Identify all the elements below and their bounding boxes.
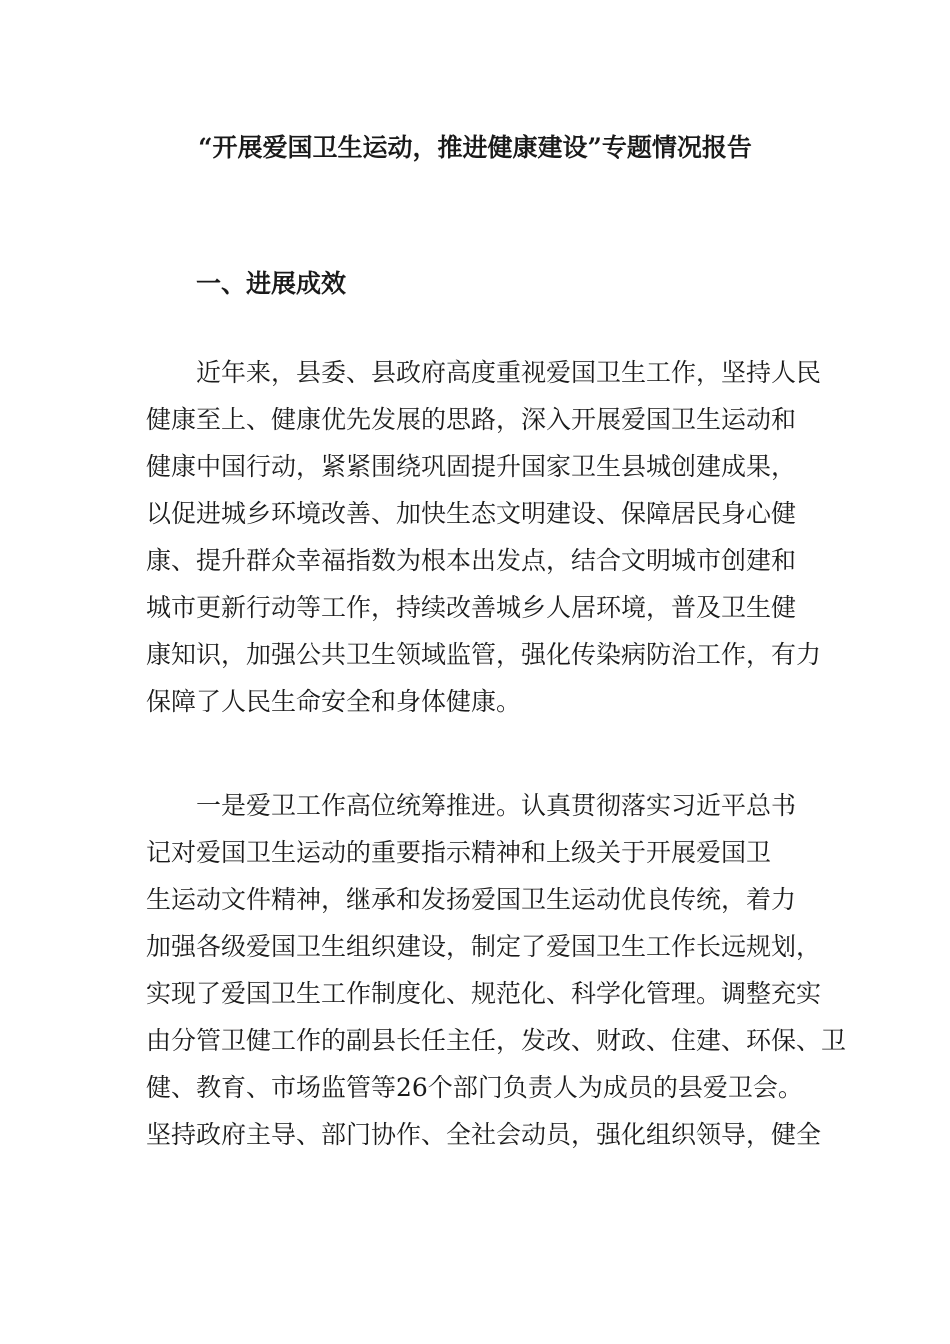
paragraph-line: 以促进城乡环境改善、加快生态文明建设、保障居民身心健 (146, 499, 797, 528)
paragraph-coordination (146, 782, 847, 1158)
paragraph-line: 坚持政府主导、部门协作、全社会动员，强化组织领导，健全 (146, 1120, 822, 1149)
paragraph-line: 健、教育、市场监管等26个部门负责人为成员的县爱卫会。 (146, 1073, 803, 1102)
paragraph-line: 康、提升群众幸福指数为根本出发点，结合文明城市创建和 (146, 546, 797, 575)
paragraph-line: 记对爱国卫生运动的重要指示精神和上级关于开展爱国卫 (146, 838, 772, 867)
paragraph-line: 生运动文件精神，继承和发扬爱国卫生运动优良传统，着力 (146, 885, 797, 914)
paragraph-line: 保障了人民生命安全和身体健康。 (146, 687, 522, 716)
paragraph-line: 近年来，县委、县政府高度重视爱国卫生工作，坚持人民 (196, 358, 822, 387)
paragraph-line: 康知识，加强公共卫生领域监管，强化传染病防治工作，有力 (146, 640, 822, 669)
paragraph-line: 一是爱卫工作高位统筹推进。认真贯彻落实习近平总书 (196, 791, 797, 820)
paragraph-line: 健康至上、健康优先发展的思路，深入开展爱国卫生运动和 (146, 405, 797, 434)
paragraph-line: 健康中国行动，紧紧围绕巩固提升国家卫生县城创建成果， (146, 452, 797, 481)
section-heading: 一、进展成效 (196, 269, 347, 298)
paragraph-overview (146, 349, 826, 725)
paragraph-line: 实现了爱国卫生工作制度化、规范化、科学化管理。调整充实 (146, 979, 822, 1008)
paragraph-line: 城市更新行动等工作，持续改善城乡人居环境，普及卫生健 (146, 593, 797, 622)
document-title: “开展爱国卫生运动，推进健康建设”专题情况报告 (198, 133, 752, 162)
paragraph-line: 加强各级爱国卫生组织建设，制定了爱国卫生工作长远规划， (146, 932, 822, 961)
paragraph-line: 由分管卫健工作的副县长任主任，发改、财政、住建、环保、卫 (146, 1026, 847, 1055)
